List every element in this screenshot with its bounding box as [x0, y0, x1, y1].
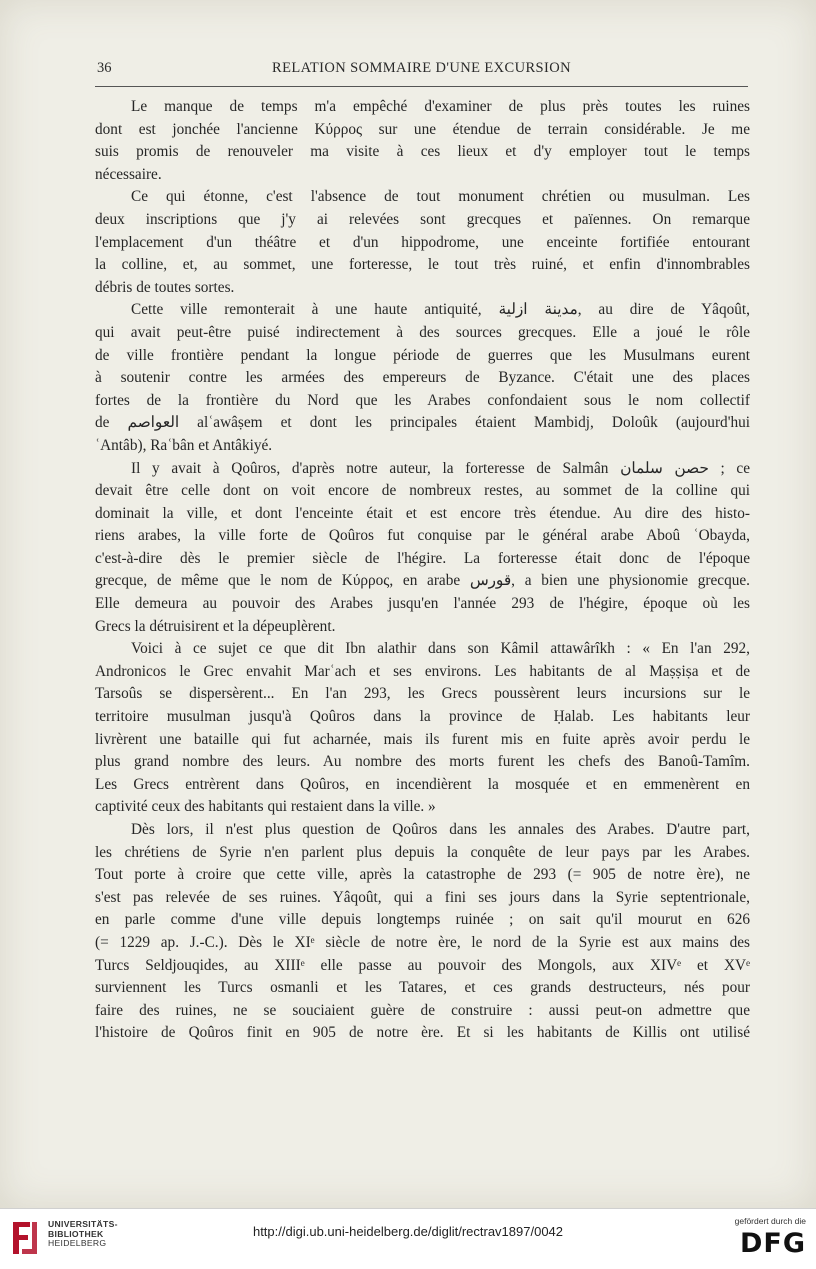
page-number: 36	[97, 60, 112, 76]
text-line: grecque, de même que le nom de Κύρρος, en arabe قورس, a bien une physionomie grecque.	[95, 572, 751, 590]
text-line: en parle comme d'une ville depuis longtemps ruinée ; on sait qu'il mourut en 626	[95, 911, 750, 929]
page-header	[95, 60, 748, 82]
text-line: à soutenir contre les armées des empereurs de Byzance. C'était une des places	[95, 369, 750, 387]
dfg-logo: DFG	[739, 1228, 806, 1259]
text-line: nécessaire.	[95, 165, 162, 183]
library-name-line: BIBLIOTHEK	[48, 1228, 104, 1239]
text-line: Voici à ce sujet ce que dit Ibn alathir dans son Kâmil attawârîkh : « En l'an 292,	[131, 640, 750, 658]
text-line: dominait la ville, et dont l'enceinte était et est encore très étendue. Au dire des histo-	[95, 504, 750, 522]
text-line: riens arabes, la ville forte de Qoûros fut conquise par le général arabe Aboû ʿObayda,	[95, 527, 750, 545]
text-line: Le manque de temps m'a empêché d'examiner de plus près toutes les ruines	[131, 98, 750, 115]
text-line: les chrétiens de Syrie n'en parlent plus depuis la conquête de leur pays par les Arabes.	[95, 843, 750, 861]
funded-by-label: gefördert durch die	[734, 1216, 806, 1226]
text-line: Elle demeura au pouvoir des Arabes jusqu'en l'année 293 de l'hégire, époque où les	[95, 595, 750, 613]
text-line: territoire musulman jusqu'à Qoûros dans la province de Ḥalab. Les habitants leur	[95, 708, 750, 726]
text-line: l'histoire de Qoûros finit en 905 de notre ère. Et si les habitants de Killis ont utilisé	[95, 1024, 750, 1042]
running-title: RELATION SOMMAIRE D'UNE EXCURSION	[272, 60, 571, 76]
text-line: devait être celle dont on voit encore de nombreux restes, au sommet de la colline qui	[95, 482, 750, 500]
text-line: plus grand nombre des leurs. Au nombre des morts furent les chefs des Banoû-Tamîm.	[95, 753, 750, 771]
text-line: Tarsoûs se dispersèrent... En l'an 293, les Grecs poussèrent leurs incursions sur le	[95, 685, 750, 703]
text-line: captivité ceux des habitants qui restaient dans la ville. »	[95, 798, 436, 816]
text-line: s'est pas relevée de ses ruines. Yâqoût, qui a fini ses jours dans la Syrie septentrionale,	[95, 888, 750, 906]
text-line: qui avait peut-être puisé indirectement à des sources grecques. Elle a joué le rôle	[95, 323, 750, 341]
text-line: la colline, et, au sommet, une forteresse, le tout très ruiné, et enfin d'innombrables	[95, 256, 750, 274]
text-line: de ville frontière pendant la longue période de guerres que les Musulmans eurent	[95, 346, 750, 364]
text-line: faire des ruines, ne se souciaient guère de construire : aussi peut-on admettre que	[95, 1001, 750, 1019]
text-line: livrèrent une bataille qui fut acharnée, mais ils furent mis en fuite après avoir perdu le	[95, 730, 750, 748]
text-line: l'emplacement d'un théâtre et d'un hippodrome, une enceinte fortifiée entourant	[95, 233, 750, 251]
library-name-line: HEIDELBERG	[48, 1238, 107, 1249]
body-text	[95, 96, 750, 1045]
text-line: fortes de la frontière du Nord que les Arabes confondaient sous le nom collectif	[95, 391, 750, 409]
text-line: Il y avait à Qoûros, d'après notre auteur, la forteresse de Salmân حصن سلمان ; ce	[131, 459, 751, 477]
library-name-line: UNIVERSITÄTS-	[48, 1219, 118, 1229]
text-line: suis promis de renouveler ma visite à ces lieux et d'y employer tout le temps	[95, 143, 750, 161]
text-line: ʿAntâb), Raʿbân et Antâkiyé.	[95, 436, 273, 454]
text-line: dont est jonchée l'ancienne Κύρρος sur une étendue de terrain considérable. Je me	[95, 120, 750, 138]
text-line: c'est-à-dire dès le premier siècle de l'hégire. La forteresse était donc de l'époque	[95, 549, 750, 567]
text-line: Ce qui étonne, c'est l'absence de tout monument chrétien ou musulman. Les	[131, 188, 750, 206]
text-line: Grecs la détruisirent et la dépeuplèrent.	[95, 617, 336, 635]
text-line: Turcs Seldjouqides, au XIIIᵉ elle passe au pouvoir des Mongols, aux XIVᵉ et XVᵉ	[95, 956, 750, 974]
text-line: Andronicos le Grec envahit Marʿach et ses environs. Les habitants de al Maṣṣiṣa et de	[95, 662, 750, 680]
permalink-url[interactable]: http://digi.ub.uni-heidelberg.de/diglit/rectrav1897/0042	[252, 1224, 564, 1239]
text-line: (= 1229 ap. J.-C.). Dès le XIᵉ siècle de notre ère, le nord de la Syrie est aux mains des	[95, 933, 750, 951]
text-line: débris de toutes sortes.	[95, 278, 235, 296]
text-line: Tout porte à croire que cette ville, après la catastrophe de 293 (= 905 de notre ère), ne	[95, 866, 750, 884]
text-line: Dès lors, il n'est plus question de Qoûros dans les annales des Arabes. D'autre part,	[131, 821, 750, 838]
text-line: Les Grecs entrèrent dans Qoûros, en incendièrent la mosquée et en emmenèrent en	[95, 775, 750, 793]
header-rule	[95, 86, 748, 87]
text-line: surviennent les Turcs osmanli et les Tatares, et ces grands destructeurs, nés pour	[95, 979, 750, 997]
text-line: de العواصم alʿawâṣem et dont les principales étaient Mambidj, Doloûk (aujourd'hui	[95, 414, 750, 432]
text-line: deux inscriptions que j'y ai relevées sont grecques et païennes. On remarque	[95, 210, 750, 228]
text-line: Cette ville remonterait à une haute antiquité, مدينة ازلية, au dire de Yâqoût,	[131, 301, 750, 319]
